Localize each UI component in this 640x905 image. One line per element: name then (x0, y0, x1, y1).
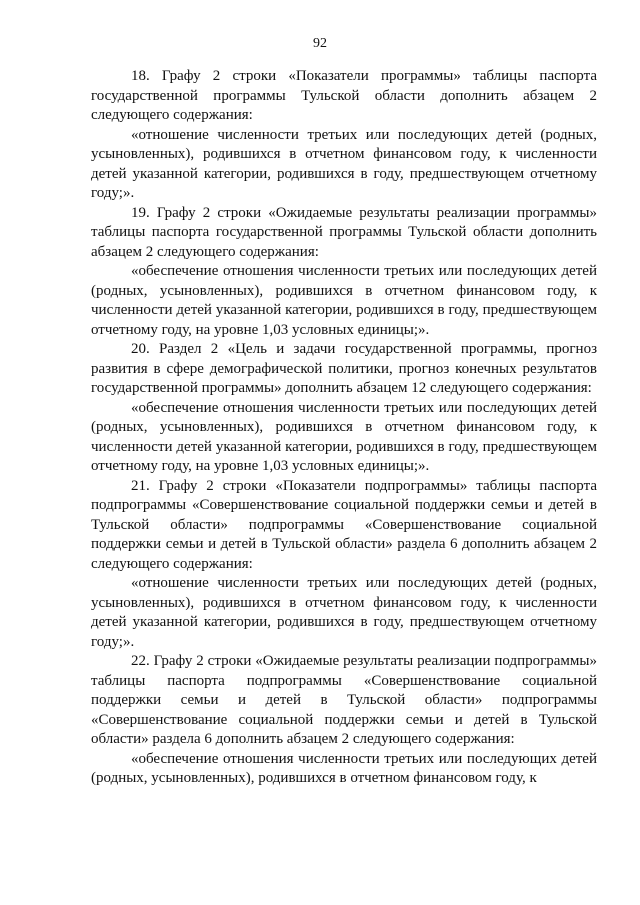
page-number: 92 (313, 36, 327, 51)
paragraph-19: 19. Графу 2 строки «Ожидаемые результаты реализации программы» таблицы паспорта государственной программы Тульской области дополнить абзацем 2 следующего содержания: (91, 204, 597, 260)
paragraph-18-quote: «отношение численности третьих или последующих детей (родных, усыновленных), родившихся в отчетном финансовом году, к численности детей указанной категории, родившихся в году, предшествующем отчетному году;». (91, 126, 597, 201)
paragraph-19-quote: «обеспечение отношения численности третьих или последующих детей (родных, усыновленных), родившихся в отчетном финансовом году, к численности детей указанной категории, родившихся в году, предшествующем отчетному году, на уровне 1,03 условных единицы;». (91, 263, 597, 338)
paragraph-21: 21. Графу 2 строки «Показатели подпрограммы» таблицы паспорта подпрограммы «Совершенствование социальной поддержки семьи и детей в Тульской области» подпрограммы «Совершенствование социальной поддержки семьи и детей в Тульской области» раздела 6 дополнить абзацем 2 следующего содержания: (91, 477, 597, 572)
document-body (91, 67, 597, 789)
paragraph-18: 18. Графу 2 строки «Показатели программы» таблицы паспорта государственной программы Тульской области дополнить абзацем 2 следующего содержания: (91, 68, 597, 123)
paragraph-22: 22. Графу 2 строки «Ожидаемые результаты реализации подпрограммы» таблицы паспорта подпрограммы «Совершенствование социальной поддержки семьи и детей в Тульской области» подпрограммы «Совершенствование социальной поддержки семьи и детей в Тульской области» раздела 6 дополнить абзацем 2 следующего содержания: (91, 653, 597, 747)
paragraph-20-quote: «обеспечение отношения численности третьих или последующих детей (родных, усыновленных), родившихся в отчетном финансовом году, к численности детей указанной категории, родившихся в году, предшествующем отчетному году, на уровне 1,03 условных единицы;». (91, 399, 597, 474)
paragraph-21-quote: «отношение численности третьих или последующих детей (родных, усыновленных), родившихся в отчетном финансовом году, к численности детей указанной категории, родившихся в году, предшествующем отчетному году;». (91, 575, 597, 650)
paragraph-22-quote: «обеспечение отношения численности третьих или последующих детей (родных, усыновленных), родившихся в отчетном финансовом году, к (91, 750, 597, 786)
paragraph-20: 20. Раздел 2 «Цель и задачи государственной программы, прогноз развития в сфере демографической политики, прогноз конечных результатов государственной программы» дополнить абзацем 12 следующего содержания: (91, 341, 597, 396)
